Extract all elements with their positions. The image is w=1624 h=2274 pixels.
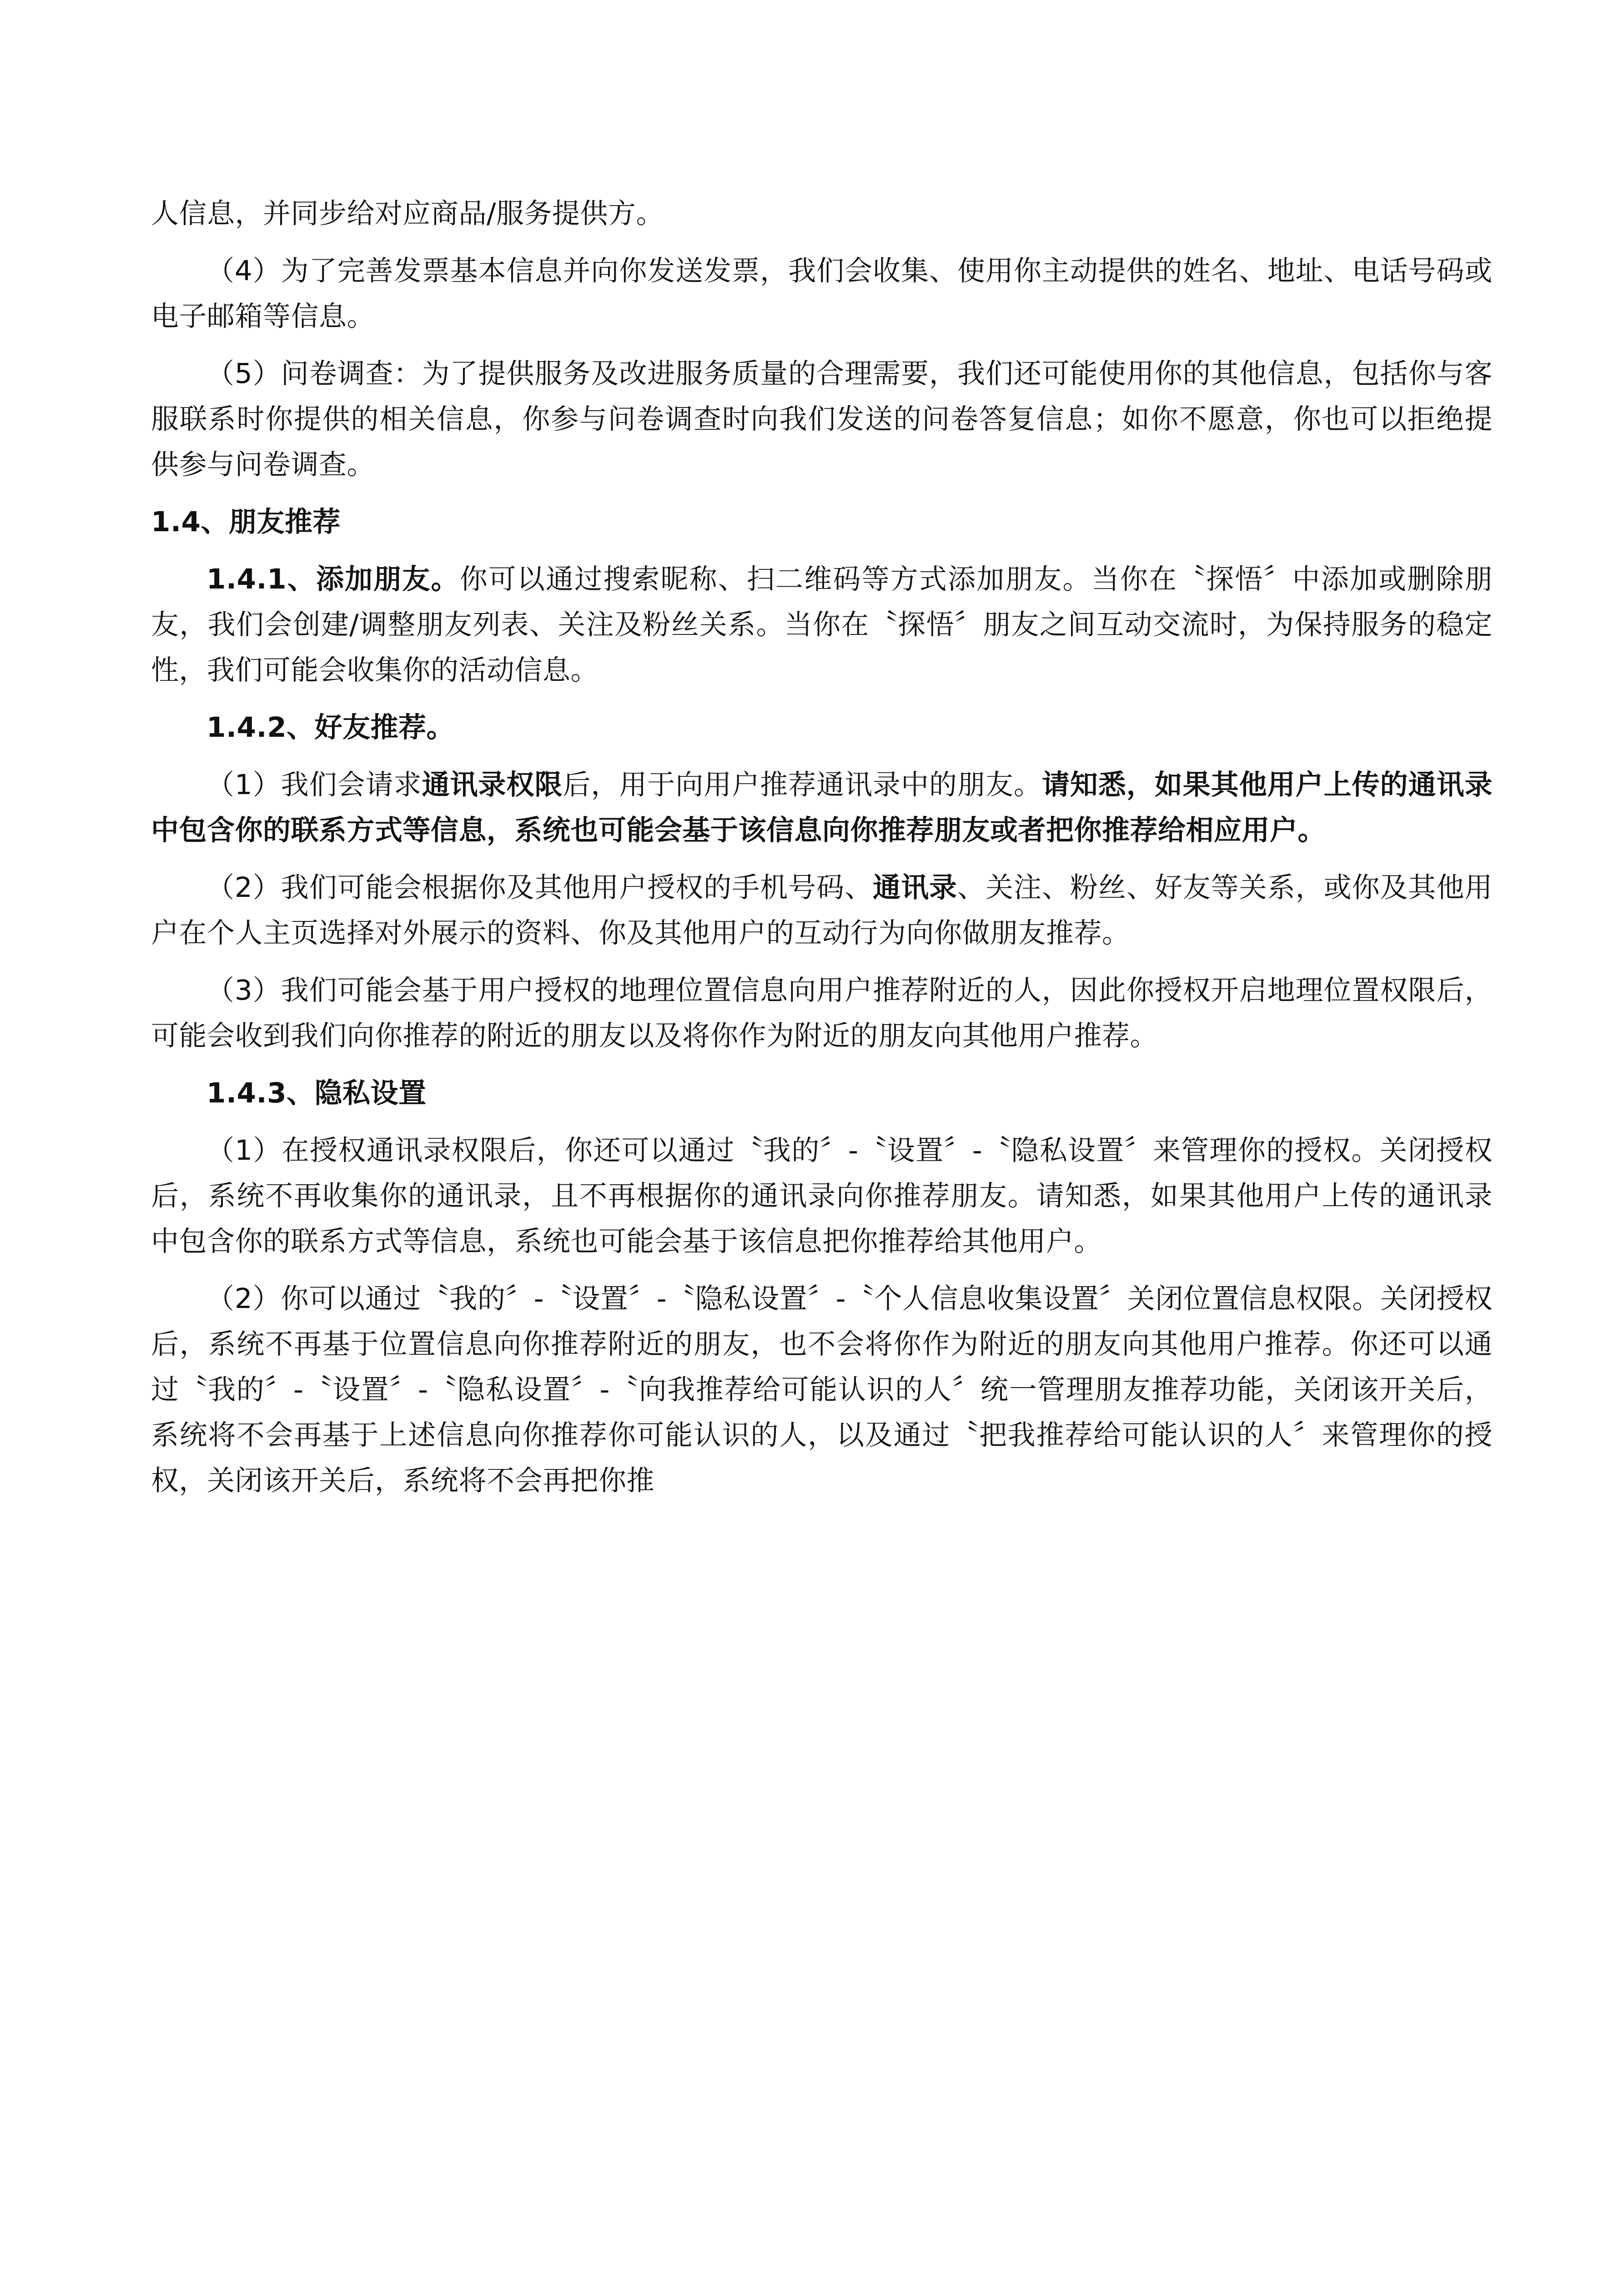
text-run: （1）我们会请求 (206, 769, 422, 801)
text-run: （4）为了完善发票基本信息并向你发送发票，我们会收集、使用你主动提供的姓名、地址、电话号码或电子邮箱等信息。 (151, 255, 1493, 332)
bold-text-run: 1.4.2、好友推荐。 (206, 711, 455, 744)
paragraph (151, 191, 1493, 236)
paragraph (151, 1128, 1493, 1264)
bold-text-run: 通讯录 (873, 871, 958, 904)
document-body (151, 191, 1493, 1504)
text-run: （2）我们可能会根据你及其他用户授权的手机号码、 (206, 871, 873, 904)
bold-text-run: 1.4.1、添加朋友。 (206, 563, 460, 595)
paragraph (151, 499, 1493, 545)
paragraph (151, 1071, 1493, 1116)
paragraph (151, 351, 1493, 488)
paragraph (151, 762, 1493, 853)
paragraph (151, 248, 1493, 339)
bold-text-run: 1.4.3、隐私设置 (206, 1077, 427, 1109)
paragraph (151, 865, 1493, 956)
text-run: 、关注、粉丝、好友等关系，或你及其他用户在个人主页选择对外展示的资料、你及其他用户的互动行为向你做朋友推荐。 (151, 871, 1493, 949)
bold-text-run: 1.4、朋友推荐 (151, 506, 341, 538)
paragraph (151, 705, 1493, 750)
text-run: 你可以通过搜索昵称、扫二维码等方式添加朋友。当你在〝探悟〞中添加或删除朋友，我们会创建/调整朋友列表、关注及粉丝关系。当你在〝探悟〞朋友之间互动交流时，为保持服务的稳定性，我们可能会收集你的活动信息。 (151, 563, 1493, 686)
text-run: 人信息，并同步给对应商品/服务提供方。 (151, 197, 664, 230)
text-run: （1）在授权通讯录权限后，你还可以通过〝我的〞-〝设置〞-〝隐私设置〞来管理你的授权。关闭授权后，系统不再收集你的通讯录，且不再根据你的通讯录向你推荐朋友。请知悉，如果其他用户上传的通讯录中包含你的联系方式等信息，系统也可能会基于该信息把你推荐给其他用户。 (151, 1134, 1493, 1258)
bold-text-run: 通讯录权限 (422, 769, 563, 801)
text-run: （5）问卷调查：为了提供服务及改进服务质量的合理需要，我们还可能使用你的其他信息，包括你与客服联系时你提供的相关信息，你参与问卷调查时向我们发送的问卷答复信息；如你不愿意，你也可以拒绝提供参与问卷调查。 (151, 357, 1493, 481)
paragraph (151, 968, 1493, 1059)
paragraph (151, 1276, 1493, 1504)
paragraph (151, 557, 1493, 693)
text-run: （3）我们可能会基于用户授权的地理位置信息向用户推荐附近的人，因此你授权开启地理位置权限后，可能会收到我们向你推荐的附近的朋友以及将你作为附近的朋友向其他用户推荐。 (151, 974, 1493, 1052)
bold-text-run: 请知悉，如果其他用户上传的通讯录中包含你的联系方式等信息，系统也可能会基于该信息向你推荐朋友或者把你推荐给相应用户。 (151, 769, 1493, 846)
text-run: 后，用于向用户推荐通讯录中的朋友。 (563, 769, 1042, 801)
text-run: （2）你可以通过〝我的〞-〝设置〞-〝隐私设置〞-〝个人信息收集设置〞关闭位置信息权限。关闭授权后，系统不再基于位置信息向你推荐附近的朋友，也不会将你作为附近的朋友向其他用户推荐。你还可以通过〝我的〞-〝设置〞-〝隐私设置〞-〝向我推荐给可能认识的人〞统一管理朋友推荐功能，关闭该开关后，系统将不会再基于上述信息向你推荐你可能认识的人，以及通过〝把我推荐给可能认识的人〞来管理你的授权，关闭该开关后，系统将不会再把你推 (151, 1283, 1493, 1497)
